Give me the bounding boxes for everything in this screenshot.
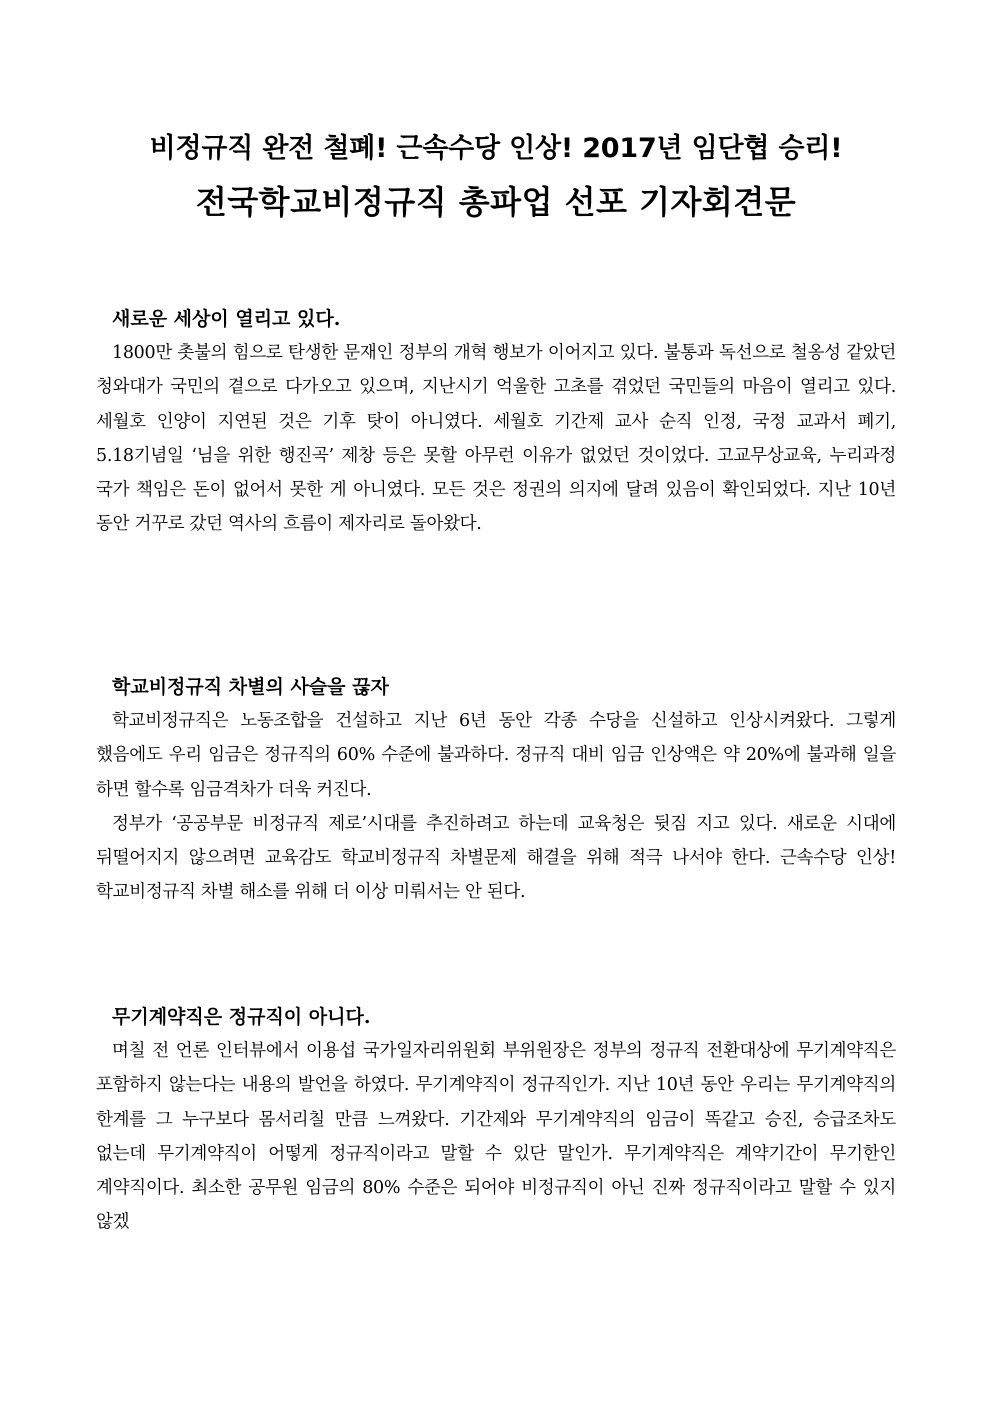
section-heading: 무기계약직은 정규직이 아니다.: [112, 1006, 371, 1028]
section-new-world: [96, 302, 896, 542]
section-paragraph: 학교비정규직은 노동조합을 건설하고 지난 6년 동안 각종 수당을 신설하고 인상시켜왔다. 그렇게 했음에도 우리 임금은 정규직의 60% 수준에 불과하다. 정규직 대비 임금 인상액은 약 20%에 불과해 일을 하면 할수록 임금격차가 더욱 커진다.: [96, 711, 896, 800]
section-paragraph: 1800만 촛불의 힘으로 탄생한 문재인 정부의 개혁 행보가 이어지고 있다. 불통과 독선으로 철옹성 같았던 청와대가 국민의 곁으로 다가오고 있으며, 지난시기 억울한 고초를 겪었던 국민들의 마음이 열리고 있다. 세월호 인양이 지연된 것은 기후 탓이 아니였다. 세월호 기간제 교사 순직 인정, 국정 교과서 폐기, 5.18기념일 ‘님을 위한 행진곡’ 제창 등은 못할 아무런 이유가 없었던 것이었다. 고교무상교육, 누리과정 국가 책임은 돈이 없어서 못한 게 아니였다. 모든 것은 정권의 의지에 달려 있음이 확인되었다. 지난 10년 동안 거꾸로 갔던 역사의 흐름이 제자리로 돌아왔다.: [96, 343, 896, 535]
section-indefinite-contract: [96, 1000, 896, 1240]
section-break-discrimination: [96, 670, 896, 910]
title-line-2: 전국학교비정규직 총파업 선포 기자회견문: [195, 183, 797, 221]
section-paragraph: 며칠 전 언론 인터뷰에서 이용섭 국가일자리위원회 부위원장은 정부의 정규직 전환대상에 무기계약직은 포함하지 않는다는 내용의 발언을 하였다. 무기계약직이 정규직인가. 지난 10년 동안 우리는 무기계약직의 한계를 그 누구보다 몸서리칠 만큼 느껴왔다. 기간제와 무기계약직의 임금이 똑같고 승진, 승급조차도 없는데 무기계약직이 어떻게 정규직이라고 말할 수 있단 말인가. 무기계약직은 계약기간이 무기한인 계약직이다. 최소한 공무원 임금의 80% 수준은 되어야 비정규직이 아닌 진짜 정규직이라고 말할 수 있지 않겠: [96, 1041, 896, 1233]
section-heading: 새로운 세상이 열리고 있다.: [112, 308, 341, 330]
section-paragraph: 정부가 ‘공공부문 비정규직 제로’시대를 추진하려고 하는데 교육청은 뒷짐 지고 있다. 새로운 시대에 뒤떨어지지 않으려면 교육감도 학교비정규직 차별문제 해결을 위해 적극 나서야 한다. 근속수당 인상! 학교비정규직 차별 해소를 위해 더 이상 미뤄서는 안 된다.: [96, 813, 896, 903]
title-line-1: 비정규직 완전 철폐! 근속수당 인상! 2017년 임단협 승리!: [149, 133, 843, 164]
section-heading: 학교비정규직 차별의 사슬을 끊자: [112, 676, 389, 698]
